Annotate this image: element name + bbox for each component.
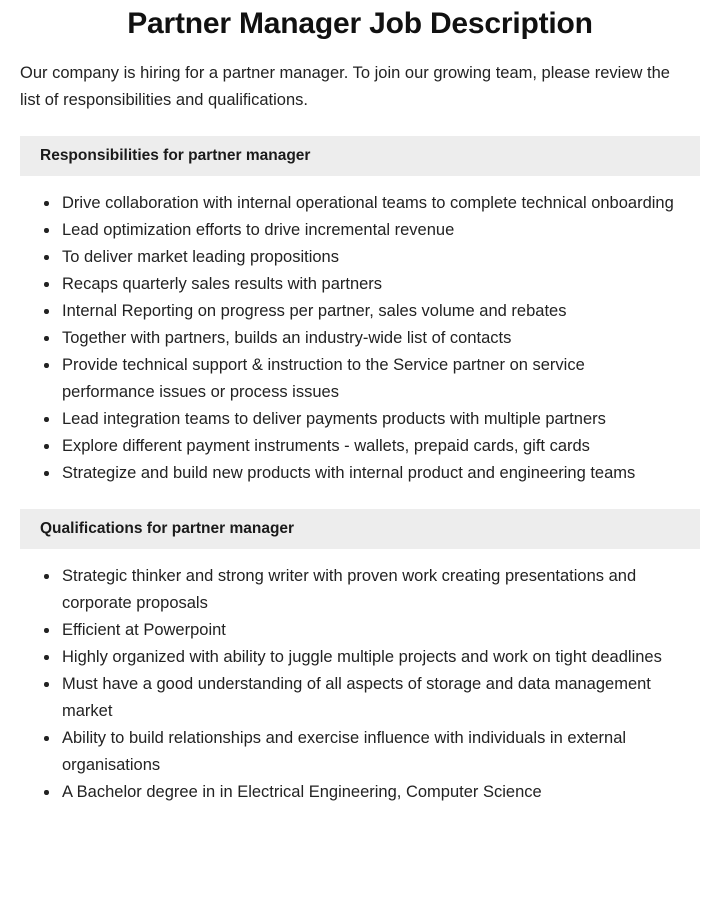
list-item: Strategize and build new products with internal product and engineering teams xyxy=(44,460,700,487)
section-header-qualifications xyxy=(20,509,700,549)
intro-paragraph: Our company is hiring for a partner manager. To join our growing team, please review the list of responsibilities and qualifications. xyxy=(20,64,670,109)
page-title: Partner Manager Job Description xyxy=(127,7,593,40)
list-item: A Bachelor degree in in Electrical Engineering, Computer Science xyxy=(44,779,700,806)
list-item: Lead integration teams to deliver payments products with multiple partners xyxy=(44,406,700,433)
qualifications-list xyxy=(20,563,700,806)
section-heading-label: Qualifications for partner manager xyxy=(40,520,295,537)
list-item: Internal Reporting on progress per partner, sales volume and rebates xyxy=(44,298,700,325)
list-item: Strategic thinker and strong writer with proven work creating presentations and corporate proposals xyxy=(44,563,700,617)
list-item: Recaps quarterly sales results with partners xyxy=(44,271,700,298)
section-heading-label: Responsibilities for partner manager xyxy=(40,147,311,164)
list-item: Lead optimization efforts to drive incremental revenue xyxy=(44,217,700,244)
list-item: Explore different payment instruments - wallets, prepaid cards, gift cards xyxy=(44,433,700,460)
list-item: Highly organized with ability to juggle multiple projects and work on tight deadlines xyxy=(44,644,700,671)
list-item: Must have a good understanding of all aspects of storage and data management market xyxy=(44,671,700,725)
section-responsibilities xyxy=(20,136,700,487)
responsibilities-list xyxy=(20,190,700,487)
list-item: To deliver market leading propositions xyxy=(44,244,700,271)
list-item: Provide technical support & instruction to the Service partner on service performance issues or process issues xyxy=(44,352,700,406)
section-header-responsibilities xyxy=(20,136,700,176)
list-item: Together with partners, builds an industry-wide list of contacts xyxy=(44,325,700,352)
list-item: Ability to build relationships and exercise influence with individuals in external organisations xyxy=(44,725,700,779)
section-qualifications xyxy=(20,509,700,806)
list-item: Drive collaboration with internal operational teams to complete technical onboarding xyxy=(44,190,700,217)
list-item: Efficient at Powerpoint xyxy=(44,617,700,644)
